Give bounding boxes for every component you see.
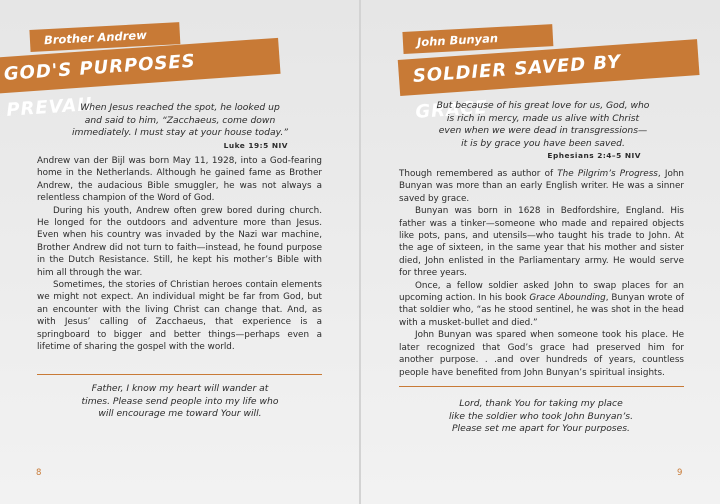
prayer: [60, 383, 300, 421]
title-banner: GOD'S PURPOSES PREVAIL: [0, 38, 281, 94]
paragraph: [399, 168, 684, 205]
scripture-quote: [423, 100, 663, 163]
prayer-line: Lord, thank You for taking my place: [459, 398, 623, 409]
prayer-line: Please set me apart for Your purposes.: [452, 423, 630, 434]
paragraph: During his youth, Andrew often grew bored during church. He longed for the outdoors and adventure more than Jesus. Even when his country was invaded by the Nazi war machine, Brother Andrew did not turn to faith—instead, he found purpose in the Dutch Resistance. Still, he kept his mother’s Bible with him all through the war.: [37, 205, 322, 278]
right-page: [361, 0, 720, 504]
prayer-line: times. Please send people into my life who: [81, 395, 279, 407]
page-number: 8: [36, 468, 42, 478]
prayer-line: Father, I know my heart will wander at: [91, 383, 269, 394]
quote-line: When Jesus reached the spot, he looked up: [80, 102, 280, 113]
book-title: Grace Abounding: [529, 293, 606, 304]
author-banner: Brother Andrew: [29, 22, 180, 52]
quote-line: even when we were dead in transgressions—: [438, 125, 648, 136]
scripture-reference: Ephesians 2:4–5 NIV: [547, 151, 641, 160]
scripture-quote: [60, 102, 300, 152]
paragraph: [399, 280, 684, 330]
body-text: [399, 168, 684, 379]
title-banner: SOLDIER SAVED BY GRACE: [398, 39, 700, 96]
prayer-line: like the soldier who took John Bunyan’s.: [448, 410, 634, 422]
quote-line: it is by grace you have been saved.: [461, 137, 625, 149]
text-run: , Bunyan wrote of that soldier who, “as he stood sentinel, he was shot in the head with a musket-bullet and died.”: [399, 293, 684, 328]
text-run: Though remembered as author of: [399, 169, 558, 179]
paragraph: Andrew van der Bijl was born May 11, 1928, into a God-fearing home in the Netherlands. Although he gained fame as Brother Andrew, the audacious Bible smuggler, he was not always a relentless champion of the Word of God.: [37, 156, 322, 204]
left-page: [0, 0, 359, 504]
quote-line: But because of his great love for us, God, who: [436, 100, 650, 111]
divider: [399, 386, 684, 387]
scripture-reference: Luke 19:5 NIV: [223, 140, 288, 150]
quote-line: immediately. I must stay at your house today.”: [71, 127, 289, 138]
prayer-line: will encourage me toward Your will.: [98, 408, 262, 419]
prayer: [421, 398, 661, 436]
book-title: The Pilgrim’s Progress: [557, 169, 658, 179]
text-run: , John Bunyan was more than an early English writer. He was a sinner saved by grace.: [399, 169, 684, 204]
body-text: [37, 155, 322, 354]
author-banner: John Bunyan: [402, 24, 553, 54]
paragraph: John Bunyan was spared when someone took his place. He later recognized that God’s grace had preserved him for another purpose. . .and over hundreds of years, countless people have benefited from John Bunyan’s spiritual insights.: [399, 330, 684, 378]
text-run: Once, a fellow soldier asked John to swap places for an upcoming action. In his book: [399, 280, 684, 304]
page-number: 9: [677, 468, 683, 478]
divider: [37, 374, 322, 375]
paragraph: Sometimes, the stories of Christian heroes contain elements we might not expect. An individual might be far from God, but an encounter with the living Christ can change that. And, as with Jesus’ calling of Zacchaeus, that experience is a springboard to bigger and better things—perhaps even a lifetime of sharing the gospel with the world.: [37, 280, 322, 353]
quote-line: and said to him, “Zacchaeus, come down: [84, 114, 276, 126]
paragraph: Bunyan was born in 1628 in Bedfordshire, England. His father was a tinker—someone who made and repaired objects like pots, pans, and utensils—who taught his trade to John. At the age of sixteen, in the same year that his mother and sister died, John enlisted in the Parliamentary army. He would serve for three years.: [399, 206, 684, 279]
quote-line: is rich in mercy, made us alive with Christ: [446, 112, 640, 124]
